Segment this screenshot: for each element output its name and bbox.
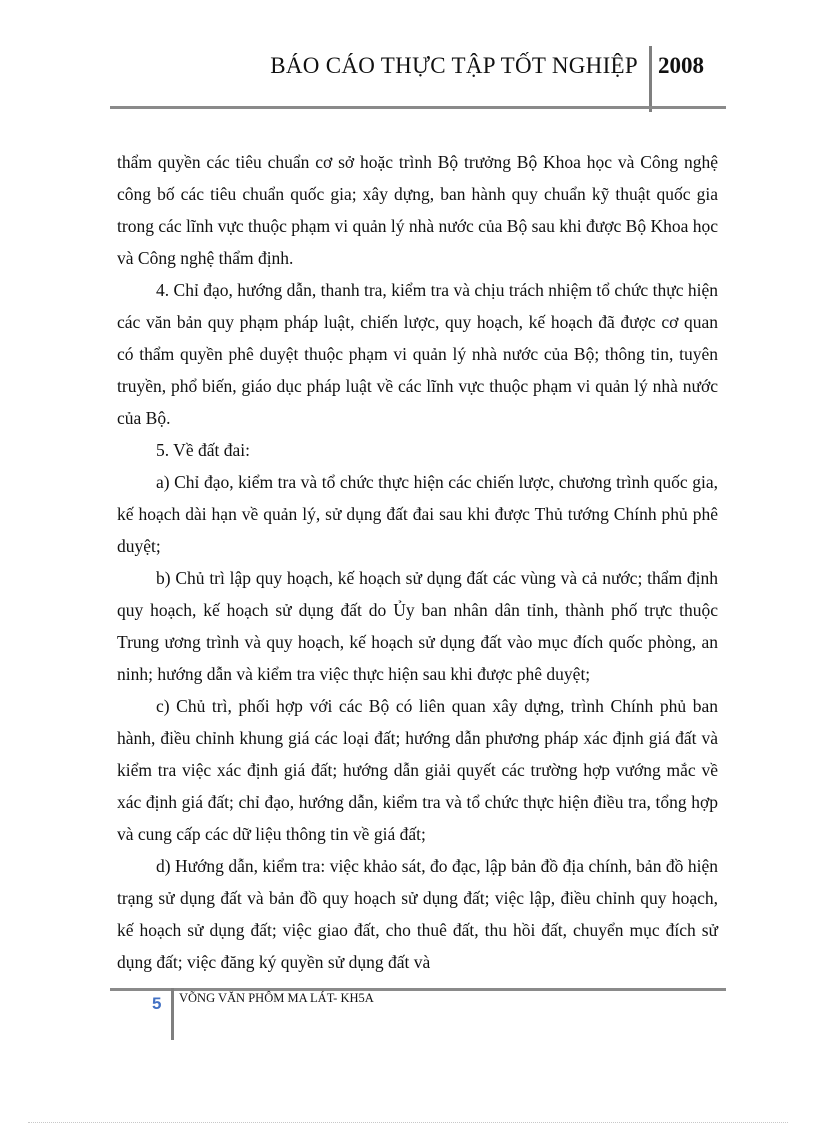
paragraph-item-4: 4. Chỉ đạo, hướng dẫn, thanh tra, kiểm tra và chịu trách nhiệm tổ chức thực hiện các văn bản quy phạm pháp luật, chiến lược, quy hoạch, kế hoạch đã được cơ quan có thẩm quyền phê duyệt thuộc phạm vi quản lý nhà nước của Bộ; thông tin, tuyên truyền, phổ biến, giáo dục pháp luật về các lĩnh vực thuộc phạm vi quản lý nhà nước của Bộ. <box>117 280 718 428</box>
report-title: BÁO CÁO THỰC TẬP TỐT NGHIỆP <box>270 53 638 78</box>
document-body <box>117 146 718 978</box>
paragraph-continuation: thẩm quyền các tiêu chuẩn cơ sở hoặc trình Bộ trưởng Bộ Khoa học và Công nghệ công bố các tiêu chuẩn quốc gia; xây dựng, ban hành quy chuẩn kỹ thuật quốc gia trong các lĩnh vực thuộc phạm vi quản lý nhà nước của Bộ sau khi được Bộ Khoa học và Công nghệ thẩm định. <box>117 152 718 268</box>
page-footer <box>0 985 816 1045</box>
paragraph-item-5c: c) Chủ trì, phối hợp với các Bộ có liên quan xây dựng, trình Chính phủ ban hành, điều chỉnh khung giá các loại đất; hướng dẫn phương pháp xác định giá đất và kiểm tra việc xác định giá đất; hướng dẫn giải quyết các trường hợp vướng mắc về xác định giá đất; chỉ đạo, hướng dẫn, kiểm tra và tổ chức thực hiện điều tra, tổng hợp và cung cấp các dữ liệu thông tin về giá đất; <box>117 696 718 844</box>
page-number: 5 <box>152 994 162 1013</box>
report-year: 2008 <box>658 53 704 78</box>
paragraph-item-5-heading: 5. Về đất đai: <box>156 440 250 460</box>
paragraph-item-5a: a) Chỉ đạo, kiểm tra và tổ chức thực hiện các chiến lược, chương trình quốc gia, kế hoạch dài hạn về quản lý, sử dụng đất đai sau khi được Thủ tướng Chính phủ phê duyệt; <box>117 472 718 556</box>
header-rule <box>110 106 726 109</box>
header-divider <box>649 46 652 112</box>
paragraph-item-5b: b) Chủ trì lập quy hoạch, kế hoạch sử dụng đất các vùng và cả nước; thẩm định quy hoạch, kế hoạch sử dụng đất do Ủy ban nhân dân tỉnh, thành phố trực thuộc Trung ương trình và quy hoạch, kế hoạch sử dụng đất vào mục đích quốc phòng, an ninh; hướng dẫn và kiểm tra việc thực hiện sau khi được phê duyệt; <box>117 568 718 684</box>
footer-author: VÕNG VĂN PHÔM MA LÁT- KH5A <box>179 991 374 1005</box>
paragraph-item-5d: d) Hướng dẫn, kiểm tra: việc khảo sát, đo đạc, lập bản đồ địa chính, bản đồ hiện trạng sử dụng đất và bản đồ quy hoạch sử dụng đất; việc lập, điều chỉnh quy hoạch, kế hoạch sử dụng đất; việc giao đất, cho thuê đất, thu hồi đất, chuyển mục đích sử dụng đất; việc đăng ký quyền sử dụng đất và <box>117 856 718 972</box>
footer-divider <box>171 988 174 1040</box>
page-header <box>0 40 816 110</box>
